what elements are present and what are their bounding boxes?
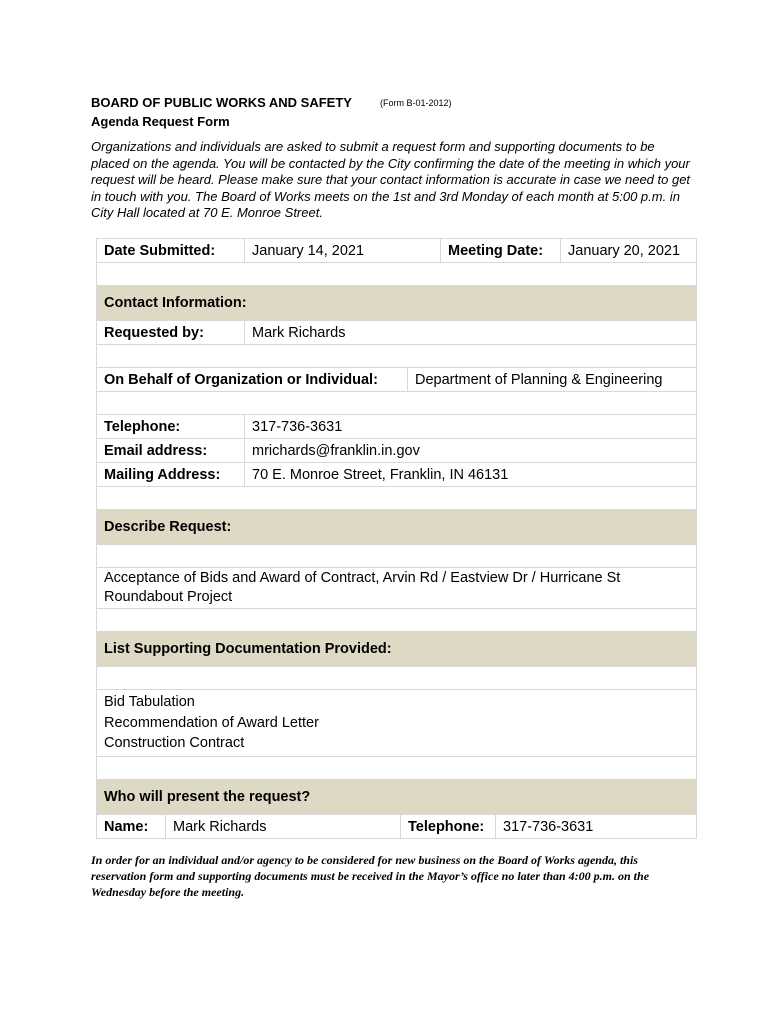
request-section-title: Describe Request: — [97, 510, 697, 545]
date-submitted-field[interactable]: January 14, 2021 — [245, 239, 441, 263]
spacer-cell — [97, 545, 697, 568]
behalf-label: On Behalf of Organization or Individual: — [97, 368, 408, 391]
form-subtitle: Agenda Request Form — [91, 114, 230, 129]
presenter-name-field[interactable]: Mark Richards — [166, 815, 401, 838]
form-header — [91, 94, 691, 130]
request-description-row — [97, 568, 697, 609]
contact-section-title: Contact Information: — [97, 286, 697, 321]
telephone-label: Telephone: — [97, 415, 245, 439]
form-number: (Form B-01-2012) — [379, 98, 452, 108]
agenda-request-table — [96, 238, 697, 839]
documentation-section-title: List Supporting Documentation Provided: — [97, 632, 697, 667]
presenter-row — [97, 815, 697, 839]
form-title-line — [91, 94, 691, 113]
spacer-cell — [97, 757, 697, 780]
presenter-section-header — [97, 780, 697, 815]
request-line: Acceptance of Bids and Award of Contract, Arvin Rd / Eastview Dr / Hurricane St — [104, 570, 621, 586]
requested-by-field[interactable]: Mark Richards — [245, 321, 697, 345]
spacer-row — [97, 609, 697, 632]
spacer-cell — [97, 667, 697, 690]
presenter-cell — [97, 815, 697, 839]
email-row — [97, 439, 697, 463]
meeting-date-field[interactable]: January 20, 2021 — [561, 239, 697, 263]
presenter-name-label: Name: — [97, 815, 166, 838]
presenter-wrapper — [97, 815, 696, 838]
presenter-telephone-field[interactable]: 317-736-3631 — [503, 818, 594, 835]
spacer-row — [97, 487, 697, 510]
behalf-row — [97, 368, 697, 392]
spacer-cell — [97, 263, 697, 286]
documentation-item: Recommendation of Award Letter — [104, 714, 319, 731]
behalf-wrapper — [97, 368, 696, 391]
spacer-cell — [97, 392, 697, 415]
documentation-item: Bid Tabulation — [104, 694, 195, 710]
behalf-cell — [97, 368, 697, 392]
spacer-row — [97, 345, 697, 368]
submission-deadline-note: In order for an individual and/or agency to be considered for new business on the Board of Works agenda, this reservation form and supporting documents must be received in the Mayor’s office no later than 4:00 p.m. on the Wednesday before the meeting. — [91, 853, 650, 899]
requested-by-row — [97, 321, 697, 345]
mailing-row — [97, 463, 697, 487]
spacer-row — [97, 545, 697, 568]
documentation-item: Construction Contract — [104, 735, 245, 751]
documentation-list-row — [97, 690, 697, 757]
telephone-field[interactable]: 317-736-3631 — [245, 415, 697, 439]
contact-section-header — [97, 286, 697, 321]
email-label: Email address: — [97, 439, 245, 463]
dates-row — [97, 239, 697, 263]
spacer-cell — [97, 345, 697, 368]
email-field[interactable]: mrichards@franklin.in.gov — [245, 439, 697, 463]
intro-paragraph: Organizations and individuals are asked to submit a request form and supporting documents to be placed on the agenda. You will be contacted by the City confirming the date of the meeting in which your request will be heard. Please make sure that your contact information is accurate in case we need to get in touch with you. The Board of Works meets on the 1st and 3rd Monday of each month at 5:00 p.m. in City Hall located at 70 E. Monroe Street. — [91, 139, 691, 220]
requested-by-label: Requested by: — [97, 321, 245, 345]
presenter-section-title: Who will present the request? — [97, 780, 697, 815]
spacer-row — [97, 392, 697, 415]
spacer-row — [97, 667, 697, 690]
presenter-telephone-label: Telephone: — [401, 815, 496, 838]
documentation-list-field[interactable] — [97, 690, 697, 757]
meeting-date-label: Meeting Date: — [441, 239, 561, 263]
spacer-cell — [97, 487, 697, 510]
form-title: BOARD OF PUBLIC WORKS AND SAFETY — [91, 95, 352, 110]
spacer-row — [97, 263, 697, 286]
date-submitted-label: Date Submitted: — [97, 239, 245, 263]
documentation-section-header — [97, 632, 697, 667]
behalf-field[interactable]: Department of Planning & Engineering — [415, 371, 663, 388]
telephone-row — [97, 415, 697, 439]
request-section-header — [97, 510, 697, 545]
request-line: Roundabout Project — [104, 589, 233, 605]
mailing-address-field[interactable]: 70 E. Monroe Street, Franklin, IN 46131 — [245, 463, 697, 487]
mailing-address-label: Mailing Address: — [97, 463, 245, 487]
spacer-row — [97, 757, 697, 780]
spacer-cell — [97, 609, 697, 632]
request-description-field[interactable] — [97, 568, 697, 609]
